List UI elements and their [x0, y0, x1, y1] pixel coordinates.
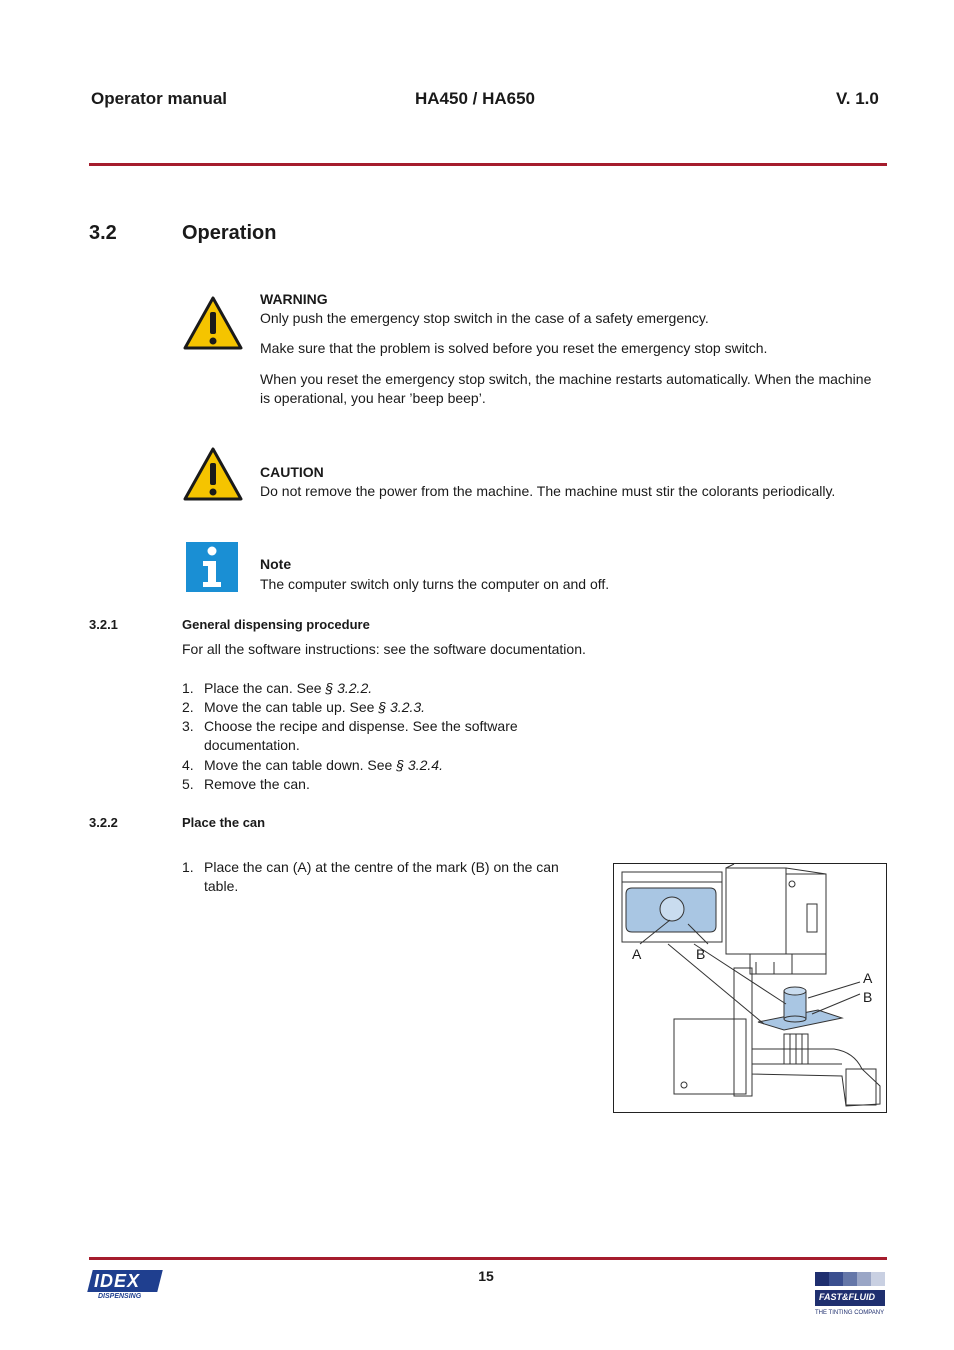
idex-logo-text: IDEX — [94, 1271, 141, 1291]
warning-icon — [183, 296, 243, 350]
cross-reference-link[interactable]: § 3.2.4 — [396, 757, 440, 773]
list-item-text: Choose the recipe and dispense. See the software documentation. — [204, 718, 518, 753]
list-item-tail: . — [421, 699, 426, 715]
list-item — [182, 679, 582, 698]
section-number: 3.2 — [89, 222, 117, 244]
caution-text: Do not remove the power from the machine. The machine must stir the colorants periodically. — [260, 483, 836, 499]
list-item-number: 2. — [182, 699, 194, 715]
header-model: HA450 / HA650 — [415, 89, 536, 108]
subsection-title-3-2-1: General dispensing procedure — [182, 617, 370, 632]
list-item-tail: . — [439, 757, 443, 773]
subsection-title-3-2-2: Place the can — [182, 815, 266, 830]
caution-title: CAUTION — [260, 464, 324, 480]
note-title: Note — [260, 556, 292, 572]
list-item-number: 1. — [182, 680, 194, 696]
note-text: The computer switch only turns the computer on and off. — [260, 576, 610, 592]
warning-line-3: When you reset the emergency stop switch, the machine restarts automatically. When the machine is operational, you hear ’beep beep’. — [260, 371, 872, 406]
subsection-number-3-2-1: 3.2.1 — [89, 617, 118, 632]
list-item-number: 3. — [182, 718, 194, 734]
fast-fluid-logo-subtitle: THE TINTING COMPANY — [815, 1310, 885, 1316]
fast-fluid-logo — [815, 1272, 887, 1326]
inset-label-a: A — [632, 946, 642, 962]
list-item-text: Remove the can. — [204, 776, 310, 792]
list-item — [182, 858, 577, 896]
machine-drawing — [614, 864, 886, 1112]
cross-reference-link[interactable]: § 3.2.3 — [378, 699, 422, 715]
callout-label-a: A — [863, 970, 873, 986]
list-item — [182, 717, 542, 755]
warning-title: WARNING — [260, 291, 328, 307]
fast-fluid-logo-text: FAST&FLUID — [819, 1292, 875, 1302]
idex-logo-subtitle: DISPENSING — [98, 1293, 142, 1300]
idex-logo — [90, 1270, 162, 1304]
page-number: 15 — [478, 1268, 494, 1284]
list-item-text: Move the can table up. See — [204, 699, 379, 715]
list-item-number: 1. — [182, 859, 194, 875]
list-item — [182, 775, 582, 794]
caution-icon — [183, 447, 243, 501]
subsection-number-3-2-2: 3.2.2 — [89, 815, 118, 830]
list-item-number: 4. — [182, 757, 194, 773]
list-item-text: Place the can. See — [204, 680, 326, 696]
section-title: Operation — [182, 222, 277, 244]
inset-label-b: B — [696, 946, 706, 962]
subsection-intro: For all the software instructions: see the software documentation. — [182, 641, 586, 657]
list-item-text: Move the can table down. See — [204, 757, 397, 773]
header-doc-title: Operator manual — [91, 89, 228, 108]
list-item — [182, 756, 582, 775]
list-item-text: Place the can (A) at the centre of the mark (B) on the can table. — [204, 859, 559, 894]
list-item — [182, 698, 582, 717]
header-rule — [89, 163, 887, 166]
list-item-number: 5. — [182, 776, 194, 792]
callout-label-b: B — [863, 989, 873, 1005]
warning-line-1: Only push the emergency stop switch in the case of a safety emergency. — [260, 310, 709, 326]
footer-rule — [89, 1257, 887, 1260]
info-icon — [186, 542, 238, 592]
machine-illustration — [613, 863, 887, 1113]
cross-reference-link[interactable]: § 3.2.2 — [325, 680, 369, 696]
list-item-tail: . — [368, 680, 373, 696]
fast-fluid-color-strip — [815, 1272, 885, 1286]
warning-line-2: Make sure that the problem is solved before you reset the emergency stop switch. — [260, 340, 768, 356]
header-version: V. 1.0 — [836, 89, 879, 108]
